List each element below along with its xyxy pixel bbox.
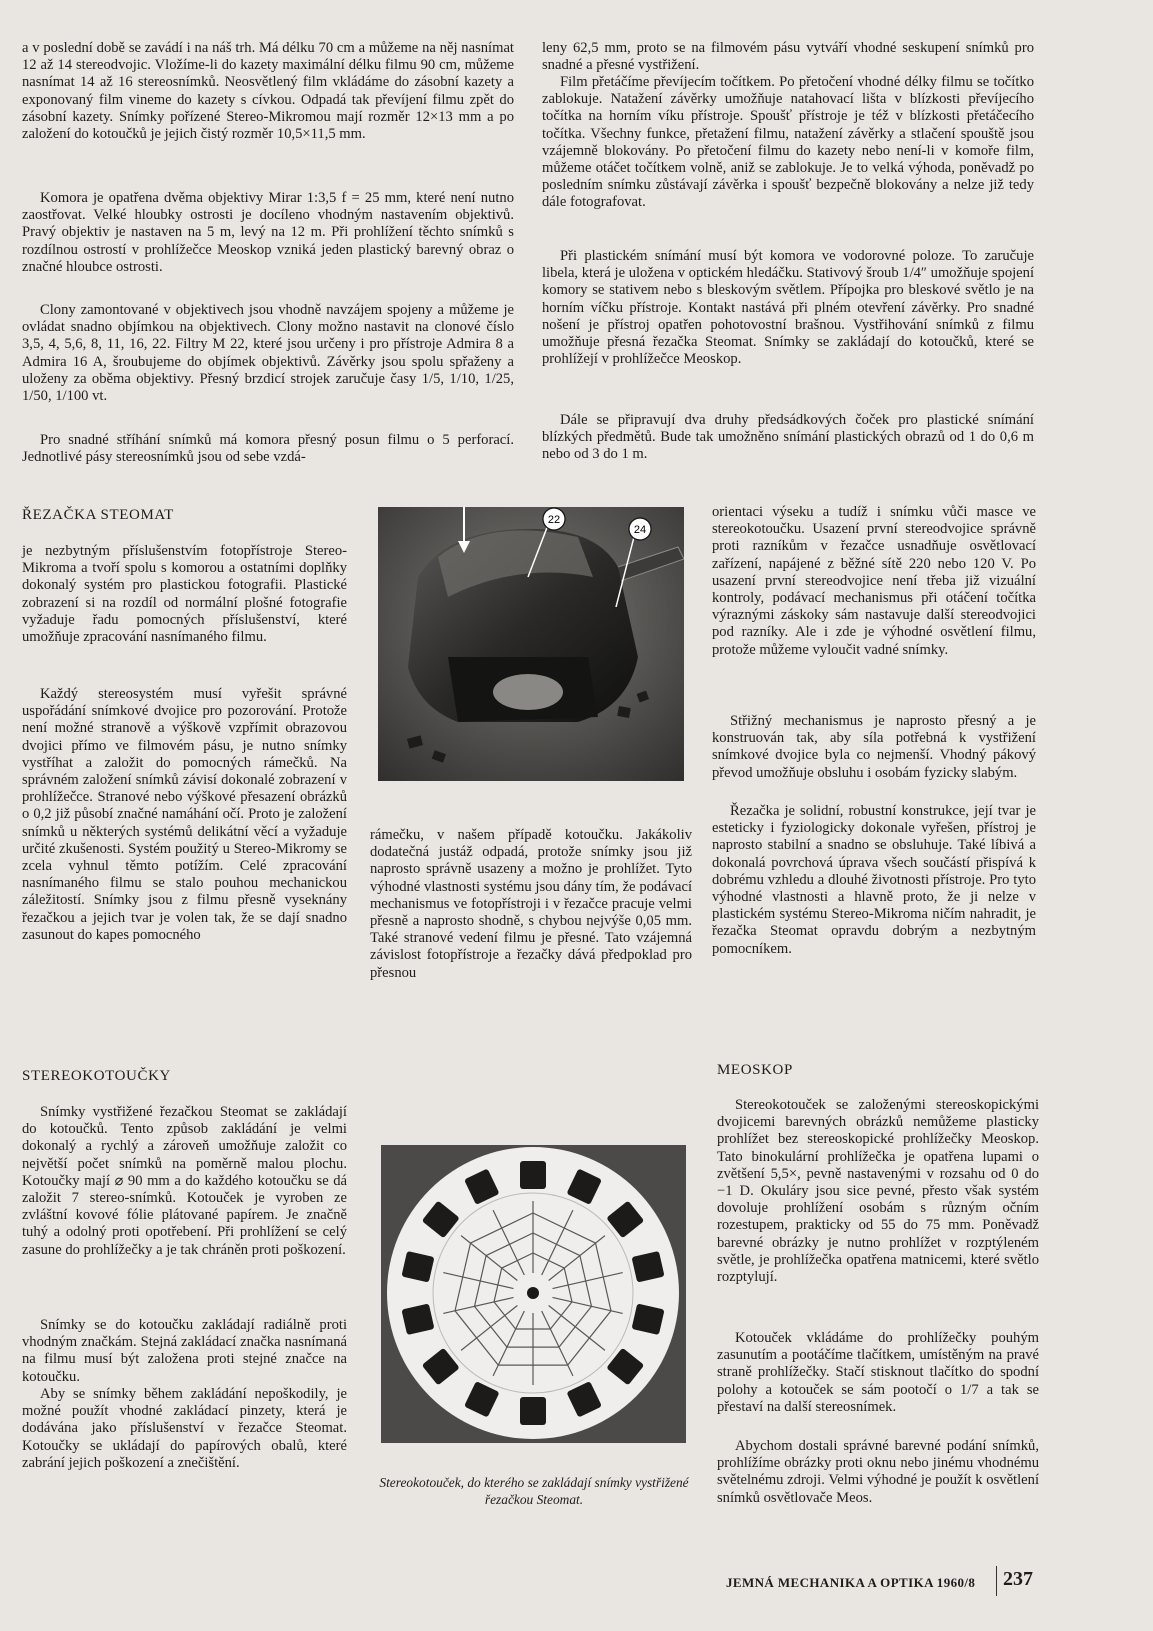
reel-window (520, 1161, 546, 1189)
paragraph: orientaci výseku a tudíž i snímku vůči masce ve stereokotoučku. Usazení první stereodvojice správně proti razníkům v řezačce usnadňuje osvětlovací zařízení, napájené z běžné sítě 220 nebo 120 V. Po usazení první stereodvojice není třeba již vizuální kontroly, podávací mechanismus při otáčení točítka výraznými záskoky sám nastavuje další stereodvojici pod razníky. Ale i zde je výhodné osvětlení filmu, protože můžeme vyloučit vadné snímky. (712, 504, 1036, 658)
paragraph: Střižný mechanismus je naprosto přesný a je konstruován tak, aby síla potřebná k vystřižení snímkové dvojice byla co nejmenší. Vhodný pákový převod umožňuje obsluhu i osobám fyzicky slabým. (712, 713, 1036, 781)
section-title-stereokotoucky: STEREOKOTOUČKY (22, 1068, 171, 1084)
stereo-reel-photo (381, 1145, 686, 1443)
section-title-rezacka: ŘEZAČKA STEOMAT (22, 507, 174, 523)
page-number: 237 (1003, 1568, 1033, 1590)
stereo-reel-illustration (381, 1145, 686, 1443)
paragraph: a v poslední době se zavádí i na náš trh. Má délku 70 cm a můžeme na něj nasnímat 12 až 14 stereodvojic. Vložíme-li do kazety maximální délku filmu 90 cm, můžeme nasnímat 14 až 16 stereosnímků. Neosvětlený film vkládáme do zásobní kazety a exponovaný film vineme do kazety s cívkou. Odpadá tak převíjení filmu zpět do zásobní kazety. Snímky pořízené Stereo-Mikromou mají rozměr 12×13 mm a po založení do kotoučků je jejich čistý rozměr 10,5×11,5 mm. (22, 40, 514, 143)
section-title-meoskop: MEOSKOP (717, 1062, 793, 1078)
journal-footer: JEMNÁ MECHANIKA A OPTIKA 1960/8 (726, 1575, 976, 1590)
callout-24: 24 (633, 524, 647, 536)
paragraph: Při plastickém snímání musí být komora ve vodorovné poloze. To zaručuje libela, která je uložena v optickém hledáčku. Stativový šroub 1/4″ umožňuje spojení komory se stativem nebo s bleskovým světlem. Přípojka pro bleskové světlo je na horním víčku přístroje. Kontakt nastává při plném otevření závěrky. Pro snadné nošení je přístroj opatřen pohotovostní brašnou. Vystřihování snímků z filmu umožňuje přesná řezačka Steomat. Snímky se zakládají do kotoučků, které se prohlížejí v prohlížečce Meoskop. (542, 248, 1035, 368)
paragraph: Aby se snímky během zakládání nepoškodily, je možné použít vhodné zakládací pinzety, která je dodávána jako příslušenství v řezačce Steomat. Kotoučky se ukládají do papírových obalů, které zabrání jejich poškození a znečištění. (22, 1386, 347, 1471)
paragraph: je nezbytným příslušenstvím fotopřístroje Stereo-Mikroma a tvoří spolu s komorou a ostatními doplňky dokonalý systém pro plastickou fotografii. Plastické zobrazení si na rozdíl od normální plošné fotografie vyžaduje řadu pomocných příslušenství, které umožňuje zpracování nasnímaného filmu. (22, 543, 347, 646)
stereo-reel-caption: Stereokotouček, do kterého se zakládají snímky vystřižené řezačkou Steomat. (379, 1475, 689, 1507)
paragraph: Řezačka je solidní, robustní konstrukce, její tvar je esteticky i fyziologicky dokonale vyřešen, přístroj je naprosto stabilní a snadno se obsluhuje. Také líbivá a dokonalá povrchová úprava všech součástí přispívá k dobrému vzhledu a dlouhé životnosti přístroje. Pro tyto výhodné vlastnosti a hlavně proto, že ji nelze v plastickém systému Stereo-Mikroma ničím nahradit, je řezačka Steomat opravdu dobrým a nezbytným pomocníkem. (712, 803, 1036, 957)
callout-22: 22 (547, 514, 561, 526)
paragraph: Komora je opatřena dvěma objektivy Mirar 1:3,5 f = 25 mm, které není nutno zaostřovat. Velké hloubky ostrosti je docíleno vhodným nastavením objektivů. Pravý objektiv je nastaven na 5 m, levý na 12 m. Při prohlížení těchto snímků s rozdílnou ostrostí v prohlížečce Meoskop vzniká jeden plastický barevný obraz o značné hloubce ostrosti. (22, 190, 514, 275)
paragraph: Film přetáčíme převíjecím točítkem. Po přetočení vhodné délky filmu se točítko zablokuje. Natažení závěrky umožňuje natahovací lišta v blízkosti převíjecího točítka na horním víku přístroje. Spoušť přístroje je též v blízkosti přetáčecího točítka. Všechny funkce, přetažení filmu, natažení závěrky a stlačení spouště jsou vzájemně blokovány. Po přetočení filmu do kazety nebo není-li v komoře film, můžeme otáčet točítkem volně, aniž se zablokuje. Je to velká výhoda, poněvadž po posledním snímku zůstávají závěrka i spoušť bezpečně blokovány a nelze již tedy dále fotografovat. (542, 74, 1034, 211)
paragraph: rámečku, v našem případě kotoučku. Jakákoliv dodatečná justáž odpadá, protože snímky jsou již naprosto správně usazeny a možno je prohlížet. Tyto výhodné vlastnosti systému jsou dány tím, že podávací mechanismus ve fotopřístroji i v řezačce pracuje velmi přesně a naprosto shodně, s chybou nejvýše 0,05 mm. Také stranové vedení filmu je přesné. Tato vzájemná závislost fotopřístroje a řezačky dává předpoklad pro přesnou (370, 827, 692, 981)
steomat-cutter-photo (378, 507, 684, 781)
steomat-cutter-illustration (378, 507, 684, 781)
paragraph: Kotouček vkládáme do prohlížečky pouhým zasunutím a pootáčíme tlačítkem, umístěným na pravé straně prohlížečky. Stačí stisknout tlačítko do spodní polohy a kotouček se sám pootočí o 1/7 a tak se přestaví na další stereosnímek. (717, 1330, 1039, 1415)
paragraph: Snímky se do kotoučku zakládají radiálně proti vhodným značkám. Stejná zakládací značka nasnímaná na filmu musí být založena proti stejné značce na kotoučku. (22, 1317, 347, 1385)
paragraph: Snímky vystřižené řezačkou Steomat se zakládají do kotoučků. Tento způsob zakládání je velmi dokonalý a rychlý a zároveň umožňuje založit co největší počet snímků na poměrně malou plochu. Kotoučky mají ⌀ 90 mm a do každého kotoučku se dá založit 7 stereo-snímků. Kotouček je vyroben ze zvláštní kovové fólie plátované papírem. Je značně tuhý a odolný proti opotřebení. Při prohlížení se celý zasune do prohlížečky a je tak chráněn proti poškození. (22, 1104, 347, 1258)
paragraph: Stereokotouček se založenými stereoskopickými dvojicemi barevných obrázků nemůžeme plasticky prohlížet bez stereoskopické prohlížečky Meoskop. Tato binokulární prohlížečka je opatřena lupami o zvětšení 5,5×, pevně nastavenými v rozsahu od 0 do −1 D. Okuláry jsou sice pevné, přesto však systém dovoluje prohlížení osobám s různým očním rozestupem, prakticky od 55 do 75 mm. Poněvadž barevné obrázky je nutno prohlížet v rozptýleném světle, je prohlížečka opatřena matnicemi, které světlo rozptylují. (717, 1097, 1039, 1286)
paragraph: leny 62,5 mm, proto se na filmovém pásu vytváří vhodné seskupení snímků pro snadné a přesné vystřižení. (542, 40, 1034, 74)
footer-divider (996, 1566, 997, 1596)
paragraph: Abychom dostali správné barevné podání snímků, prohlížíme obrázky proti oknu nebo jinému vhodnému světelnému zdroji. Velmi výhodné je použít k osvětlení snímků osvětlovače Meos. (717, 1438, 1039, 1506)
reel-window (520, 1397, 546, 1425)
paragraph: Každý stereosystém musí vyřešit správné uspořádání snímkové dvojice pro pozorování. Protože není možné stranově a výškově vzpřímit obrazovou dvojici přímo ve filmovém pásu, je nutno snímky vystříhat a založit do pomocných rámečků. Na správném založení snímků závisí dokonalé zobrazení v prohlížečce. Stranové nebo výškové přesazení obrázků o 0,2 již působí značné namáhání očí. Proto je založení snímků u některých systémů delikátní věcí a vyžaduje určité zkušenosti. Systém použitý u Stereo-Mikromy se zcela vyhnul těmto potížím. Celé zpracování nasnímaného filmu se stalo pouhou mechanickou záležitostí. Snímky jsou z filmu přesně vyseknány řezačkou a jejich tvar je volen tak, že se dají snadno zasunout do kapes pomocného (22, 686, 347, 943)
paragraph: Clony zamontované v objektivech jsou vhodně navzájem spojeny a můžeme je ovládat snadno objímkou na objektivech. Clony možno nastavit na clonové číslo 3,5, 4, 5,6, 8, 11, 16, 22. Filtry M 22, které jsou určeny i pro přístroje Admira 8 a Admira 16 A, šroubujeme do objímek objektivů. Závěrky jsou spolu spřaženy a uloženy za oběma objektivy. Přesný brzdicí strojek zaručuje časy 1/5, 1/10, 1/25, 1/50, 1/100 vt. (22, 302, 514, 405)
paragraph: Dále se připravují dva druhy předsádkových čoček pro plastické snímání blízkých předmětů. Bude tak umožněno snímání plastických obrazů od 1 do 0,6 m nebo od 3 do 1 m. (542, 412, 1034, 463)
paragraph: Pro snadné stříhání snímků má komora přesný posun filmu o 5 perforací. Jednotlivé pásy stereosnímků jsou od sebe vzdá- (22, 432, 514, 466)
